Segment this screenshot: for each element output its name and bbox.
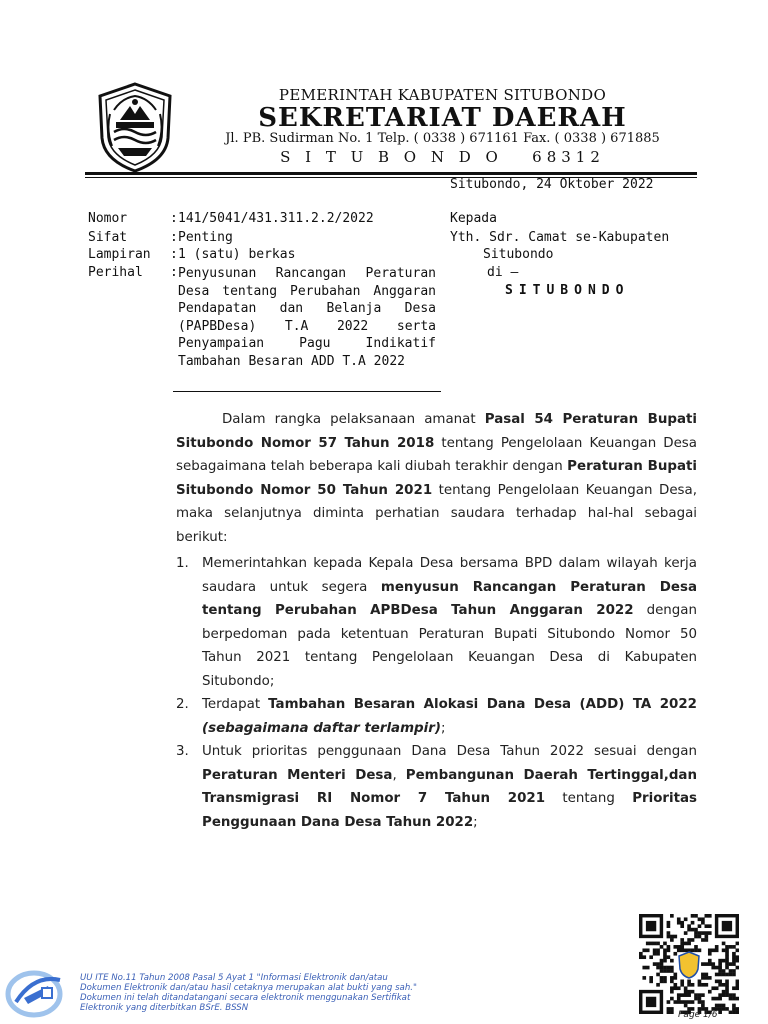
- nomor-value: 141/5041/431.311.2.2/2022: [178, 211, 374, 226]
- list-item-text: Memerintahkan kepada Kepala Desa bersama BPD dalam wilayah kerja saudara untuk segera: [202, 556, 697, 595]
- list-item: [176, 740, 697, 834]
- instruction-list: [176, 552, 697, 834]
- perihal-label: Perihal: [88, 265, 143, 280]
- nomor-label: Nomor: [88, 211, 128, 226]
- recipient-di: di –: [487, 265, 519, 280]
- perihal-underline: [173, 391, 441, 392]
- list-item-text: dengan berpedoman pada ketentuan Peraturan Bupati Situbondo Nomor 50 Tahun 2021 tentang Pengelolaan Keuangan Desa di Kabupaten Situbondo;: [202, 603, 697, 689]
- list-item-number: 3.: [176, 744, 189, 759]
- nomor-colon: :: [170, 211, 178, 226]
- list-item-text: ;: [440, 720, 446, 736]
- opening-text-1: Dalam rangka pelaksanaan amanat: [222, 412, 485, 427]
- sifat-value: Penting: [178, 230, 233, 245]
- list-item: [176, 552, 697, 693]
- regulation-reference-1: Pasal 54 Peraturan Bupati Situbondo Nomor 57 Tahun 2018: [176, 412, 697, 451]
- opening-paragraph: [176, 408, 697, 549]
- lampiran-label: Lampiran: [88, 247, 151, 262]
- list-item-emphasis: Pembangunan Daerah Tertinggal,dan Transmigrasi RI Nomor 7 Tahun 2021: [202, 767, 697, 806]
- lampiran-colon: :: [170, 247, 178, 262]
- list-item-text: tentang: [545, 791, 633, 806]
- page-number: Page 1/6: [678, 1010, 718, 1020]
- letterhead-office-name: SEKRETARIAT DAERAH: [258, 103, 627, 133]
- list-item-text: ;: [473, 814, 478, 830]
- letterhead-divider-thick: [85, 172, 697, 175]
- footnote-line: Elektronik yang diterbitkan BSrE. BSSN: [80, 1003, 249, 1013]
- letterhead-address: Jl. PB. Sudirman No. 1 Telp. ( 0338 ) 671161 Fax. ( 0338 ) 671885: [225, 131, 660, 146]
- letterhead-government-line: PEMERINTAH KABUPATEN SITUBONDO: [278, 86, 607, 104]
- recipient-kepada: Kepada: [450, 211, 497, 226]
- list-item-text: Untuk prioritas penggunaan Dana Desa Tahun 2022 sesuai dengan: [202, 744, 697, 759]
- bsre-certificate-logo: [4, 968, 70, 1018]
- regulation-reference-2: Peraturan Bupati Situbondo Nomor 50 Tahun 2021: [176, 459, 697, 498]
- list-item-attachment-note: (sebagaimana daftar terlampir): [202, 720, 441, 736]
- list-item-emphasis: menyusun Rancangan Peraturan Desa tentang Perubahan APBDesa Tahun Anggaran 2022: [202, 579, 697, 618]
- letterhead-city-postcode: S I T U B O N D O 68312: [280, 148, 605, 166]
- list-item-emphasis: Tambahan Besaran Alokasi Dana Desa (ADD) TA 2022: [268, 697, 697, 712]
- sifat-colon: :: [170, 230, 178, 245]
- electronic-signature-footnote: [80, 973, 550, 1013]
- opening-text-2: tentang Pengelolaan Keuangan Desa sebagaimana telah beberapa kali diubah terakhir dengan: [176, 435, 697, 474]
- verification-qr-code: [639, 914, 739, 1014]
- list-item-number: 2.: [176, 697, 189, 712]
- regency-emblem-logo: [92, 80, 178, 174]
- footnote-line: Dokumen ini telah ditandatangani secara elektronik menggunakan Sertifikat: [80, 993, 411, 1003]
- perihal-colon: :: [170, 265, 178, 280]
- recipient-title: Yth. Sdr. Camat se-Kabupaten: [450, 230, 670, 245]
- recipient-city: SITUBONDO: [505, 283, 630, 298]
- list-item-number: 1.: [176, 556, 189, 571]
- opening-text-3: tentang Pengelolaan Keuangan Desa, maka selanjutnya diminta perhatian saudara terhadap hal-hal sebagai berikut:: [176, 482, 697, 545]
- letter-date: Situbondo, 24 Oktober 2022: [450, 177, 654, 192]
- perihal-value: Penyusunan Rancangan Peraturan Desa tentang Perubahan Anggaran Pendapatan dan Belanja Desa (PAPBDesa) T.A 2022 serta Penyampaian Pagu Indikatif Tambahan Besaran ADD T.A 2022: [178, 266, 436, 369]
- list-item-emphasis: Peraturan Menteri Desa: [202, 767, 393, 783]
- list-item-emphasis: Prioritas Penggunaan Dana Desa Tahun 2022: [202, 791, 697, 830]
- recipient-place: Situbondo: [483, 247, 554, 262]
- list-item: [176, 693, 697, 740]
- list-item-text: Terdapat: [202, 697, 269, 712]
- sifat-label: Sifat: [88, 230, 128, 245]
- list-item-text: ,: [392, 767, 406, 783]
- footnote-line: Dokumen Elektronik dan/atau hasil cetaknya merupakan alat bukti yang sah.": [80, 983, 417, 993]
- footnote-line: UU ITE No.11 Tahun 2008 Pasal 5 Ayat 1 "Informasi Elektronik dan/atau: [80, 973, 388, 983]
- lampiran-value: 1 (satu) berkas: [178, 247, 296, 262]
